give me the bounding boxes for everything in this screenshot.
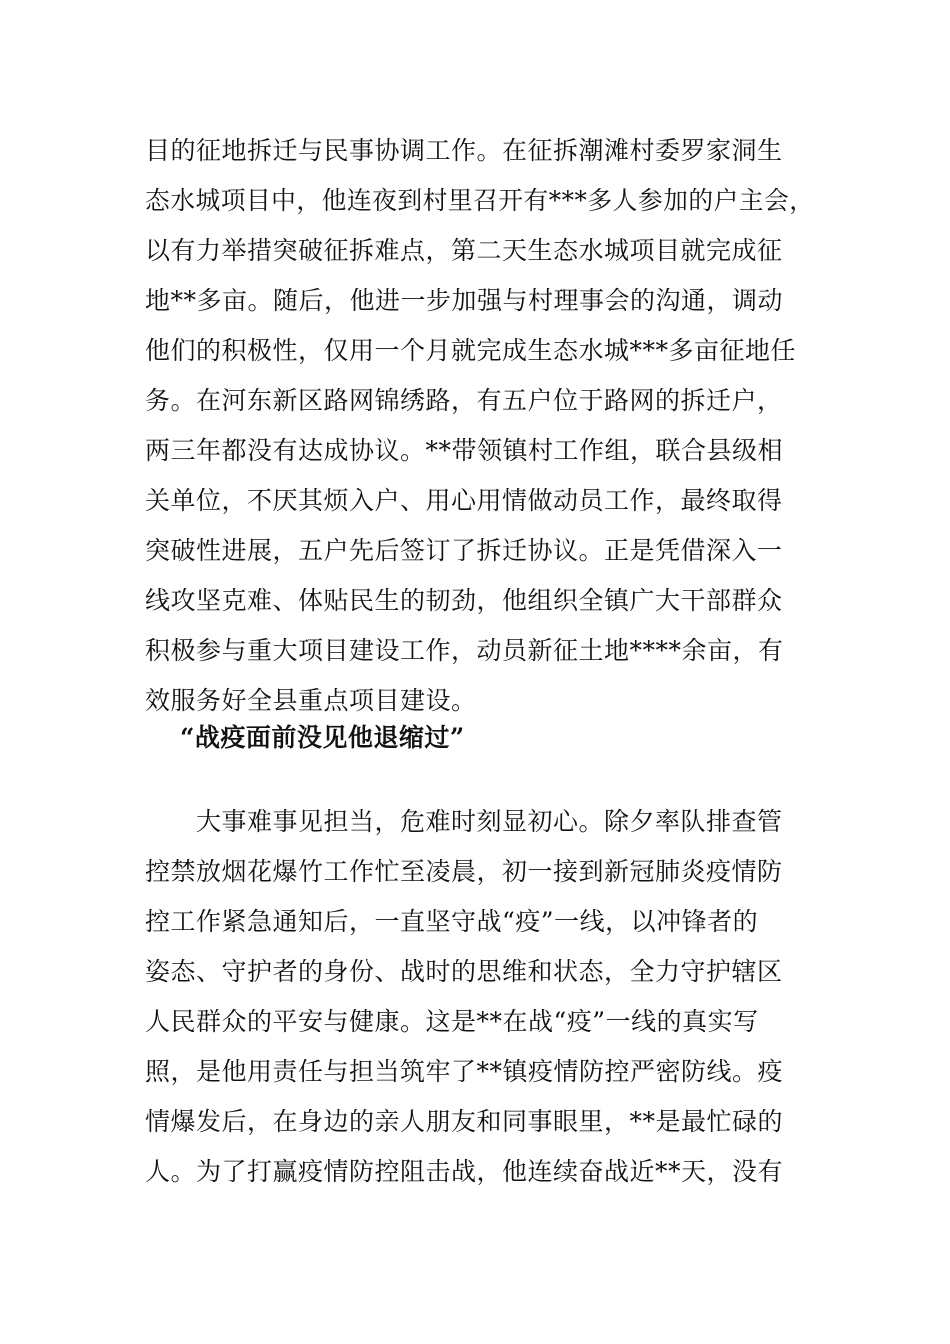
text-line: 地**多亩。随后，他进一步加强与村理事会的沟通，调动 <box>145 286 784 315</box>
text-line: 两三年都没有达成协议。**带领镇村工作组，联合县级相 <box>145 436 784 465</box>
text-line: 人。为了打赢疫情防控阻击战，他连续奋战近**天，没有 <box>145 1157 784 1186</box>
text-line: 控禁放烟花爆竹工作忙至凌晨，初一接到新冠肺炎疫情防 <box>145 857 783 886</box>
text-line: 务。在河东新区路网锦绣路，有五户位于路网的拆迁户， <box>145 386 783 415</box>
section-heading: “战疫面前没见他退缩过” <box>180 723 465 752</box>
text-line: 以有力举措突破征拆难点，第二天生态水城项目就完成征 <box>145 236 783 265</box>
text-line: 目的征地拆迁与民事协调工作。在征拆潮滩村委罗家洞生 <box>145 136 783 165</box>
text-line: 线攻坚克难、体贴民生的韧劲，他组织全镇广大干部群众 <box>145 586 783 615</box>
text-line: 人民群众的平安与健康。这是**在战“疫”一线的真实写 <box>145 1007 759 1036</box>
text-line: 姿态、守护者的身份、战时的思维和状态，全力守护辖区 <box>145 957 783 986</box>
text-line: 关单位，不厌其烦入户、用心用情做动员工作，最终取得 <box>145 486 783 515</box>
text-line: 大事难事见担当，危难时刻显初心。除夕率队排查管 <box>145 807 783 836</box>
paragraph-epidemic <box>145 797 815 1197</box>
text-line: 积极参与重大项目建设工作，动员新征土地****余亩，有 <box>145 636 784 665</box>
text-line: 照，是他用责任与担当筑牢了**镇疫情防控严密防线。疫 <box>145 1057 784 1086</box>
text-line: 突破性进展，五户先后签订了拆迁协议。正是凭借深入一 <box>145 536 783 565</box>
paragraph-land-acquisition <box>145 126 815 726</box>
text-line: 效服务好全县重点项目建设。 <box>145 686 477 715</box>
text-line: 情爆发后，在身边的亲人朋友和同事眼里，**是最忙碌的 <box>145 1107 784 1136</box>
text-line: 控工作紧急通知后，一直坚守战“疫”一线，以冲锋者的 <box>145 907 759 936</box>
text-line: 他们的积极性，仅用一个月就完成生态水城***多亩征地任 <box>145 336 797 365</box>
text-line: 态水城项目中，他连夜到村里召开有***多人参加的户主会， <box>145 186 815 215</box>
